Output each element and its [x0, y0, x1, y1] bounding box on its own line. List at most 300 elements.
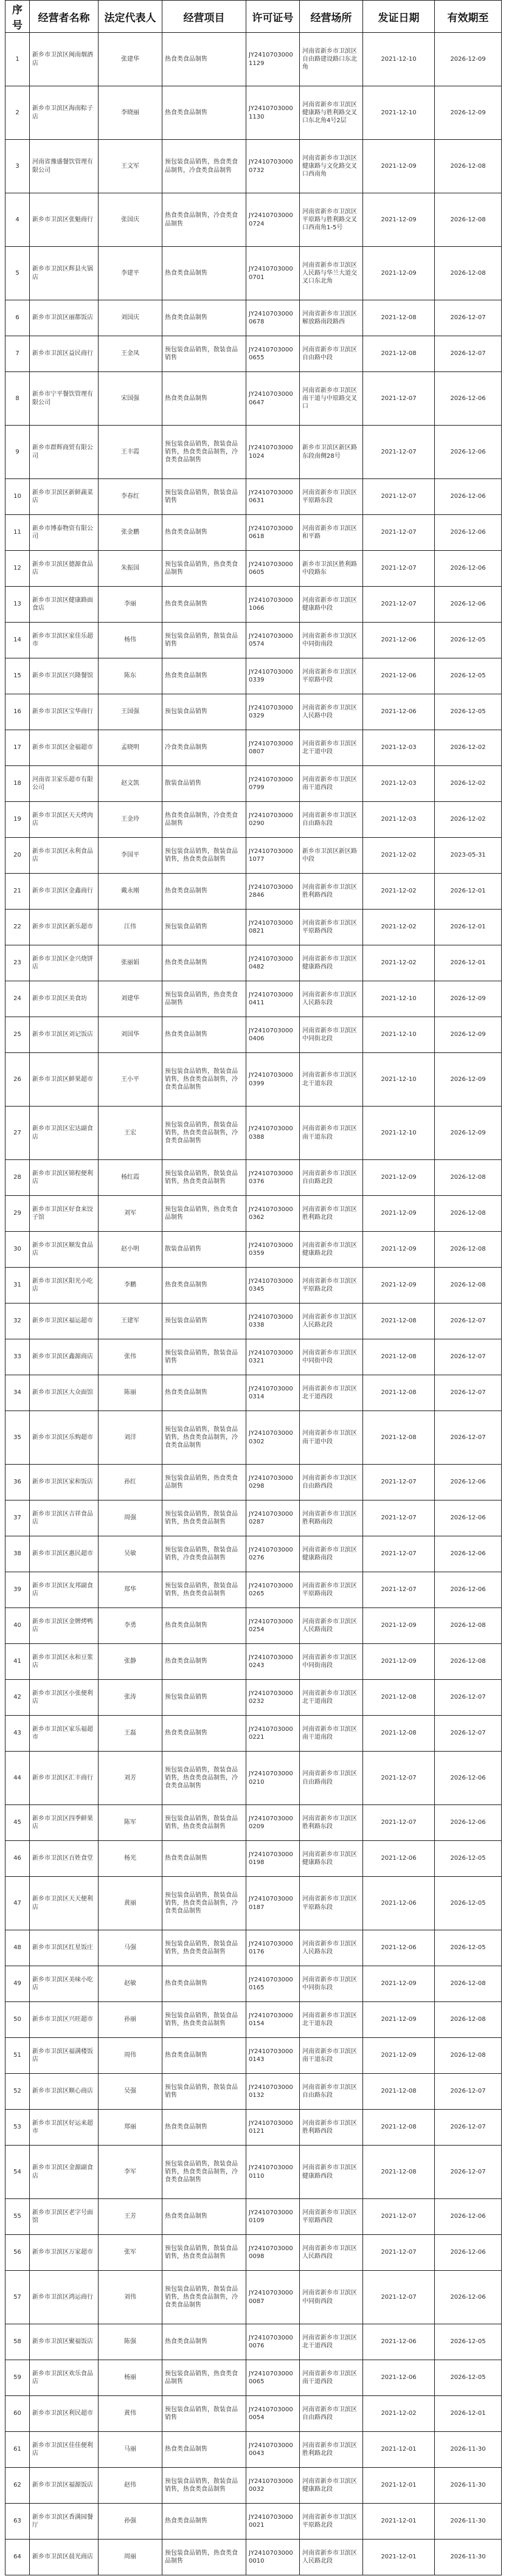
- table-row: [5, 1465, 502, 1500]
- row-legal-rep: 黄丽: [99, 1877, 162, 1930]
- row-serial: 41: [5, 1644, 30, 1680]
- row-legal-rep: 李建平: [99, 247, 162, 300]
- row-expiry-date: 2026-12-02: [435, 730, 502, 766]
- row-expiry-date: 2026-11-30: [435, 2504, 502, 2540]
- row-expiry-date: 2026-12-08: [435, 1268, 502, 1304]
- row-premises: 河南省新乡市卫滨区中同街南段: [300, 1644, 363, 1680]
- row-expiry-date: 2026-12-01: [435, 2396, 502, 2432]
- row-expiry-date: 2026-12-08: [435, 2038, 502, 2074]
- row-operator-name: 新乡市卫滨区张魁商行: [30, 193, 99, 247]
- row-legal-rep: 周伟: [99, 2038, 162, 2074]
- row-license-no: JY24107030000376: [246, 1160, 300, 1196]
- row-issue-date: 2021-12-08: [363, 336, 435, 372]
- row-issue-date: 2021-12-08: [363, 1716, 435, 1752]
- row-premises: 河南省新乡市卫滨区胜利路北段: [300, 1196, 363, 1232]
- row-legal-rep: 黄伟: [99, 2396, 162, 2432]
- row-issue-date: 2021-12-07: [363, 1536, 435, 1572]
- table-row: [5, 1572, 502, 1608]
- table-row: [5, 1017, 502, 1053]
- table-row: [5, 1966, 502, 2002]
- row-business-scope: 预包装食品销售，散装食品销售，热食类食品制售，冷食类食品制售: [162, 1411, 246, 1465]
- row-license-no: JY24107030000807: [246, 730, 300, 766]
- row-business-scope: 预包装食品销售，散装食品销售，热食类食品制售，冷食类食品制售: [162, 1107, 246, 1160]
- row-issue-date: 2021-12-07: [363, 372, 435, 426]
- row-premises: 河南省新乡市卫滨区平原路西段: [300, 910, 363, 945]
- row-license-no: JY24107030001066: [246, 587, 300, 623]
- row-legal-rep: 郑华: [99, 1572, 162, 1608]
- row-premises: 河南省新乡市卫滨区健康路北段: [300, 1232, 363, 1268]
- row-legal-rep: 张金鹏: [99, 515, 162, 551]
- row-legal-rep: 王国强: [99, 694, 162, 730]
- row-premises: 河南省新乡市卫滨区自由路西段: [300, 1465, 363, 1500]
- row-expiry-date: 2026-12-07: [435, 1339, 502, 1375]
- row-premises: 河南省新乡市卫滨区北干道西段: [300, 1375, 363, 1411]
- table-row: [5, 2235, 502, 2271]
- row-issue-date: 2021-12-09: [363, 1160, 435, 1196]
- row-business-scope: 热食类食品制售: [162, 2432, 246, 2468]
- row-expiry-date: 2026-12-07: [435, 2074, 502, 2110]
- row-serial: 18: [5, 766, 30, 802]
- row-legal-rep: 陈东: [99, 658, 162, 694]
- row-premises: 河南省新乡市卫滨区自由路建设路口东北角: [300, 33, 363, 86]
- row-license-no: JY24107030000724: [246, 193, 300, 247]
- row-serial: 30: [5, 1232, 30, 1268]
- row-premises: 河南省新乡市卫滨区健康路南段: [300, 1536, 363, 1572]
- row-serial: 39: [5, 1572, 30, 1608]
- row-serial: 24: [5, 981, 30, 1017]
- table-row: [5, 1536, 502, 1572]
- row-premises: 河南省新乡市卫滨区中同街北段: [300, 1017, 363, 1053]
- row-expiry-date: 2026-12-07: [435, 2110, 502, 2146]
- row-operator-name: 新乡市卫滨区德源食品店: [30, 551, 99, 587]
- row-legal-rep: 宋国强: [99, 372, 162, 426]
- table-row: [5, 1339, 502, 1375]
- row-license-no: JY24107030000605: [246, 551, 300, 587]
- row-serial: 56: [5, 2235, 30, 2271]
- row-legal-rep: 张丽娟: [99, 945, 162, 981]
- row-operator-name: 新乡市卫滨区新乐超市: [30, 910, 99, 945]
- row-license-no: JY24107030000359: [246, 1232, 300, 1268]
- row-business-scope: 预包装食品销售，散装食品销售，热食类食品制售: [162, 2002, 246, 2038]
- row-legal-rep: 杨伟: [99, 623, 162, 658]
- row-expiry-date: 2026-12-05: [435, 658, 502, 694]
- table-row: [5, 551, 502, 587]
- row-serial: 22: [5, 910, 30, 945]
- header-expiry-date: 有效期至: [435, 1, 502, 33]
- table-row: [5, 1375, 502, 1411]
- row-issue-date: 2021-12-07: [363, 1465, 435, 1500]
- table-row: [5, 1877, 502, 1930]
- row-issue-date: 2021-12-07: [363, 426, 435, 479]
- row-business-scope: 热食类食品制售: [162, 247, 246, 300]
- table-row: [5, 1160, 502, 1196]
- row-operator-name: 新乡市卫滨区刘记饭店: [30, 1017, 99, 1053]
- row-issue-date: 2021-12-08: [363, 2146, 435, 2199]
- row-issue-date: 2021-12-10: [363, 1017, 435, 1053]
- row-expiry-date: 2026-11-30: [435, 2540, 502, 2575]
- row-issue-date: 2021-12-06: [363, 694, 435, 730]
- row-operator-name: 新乡市卫滨区美食坊: [30, 981, 99, 1017]
- row-operator-name: 新乡市卫滨区佳佳便利店: [30, 2432, 99, 2468]
- row-issue-date: 2021-12-08: [363, 300, 435, 336]
- row-business-scope: 预包装食品销售，热食类食品制售: [162, 1465, 246, 1500]
- row-legal-rep: 朱振国: [99, 551, 162, 587]
- row-premises: 河南省新乡市卫滨区南干道西段: [300, 766, 363, 802]
- row-legal-rep: 张国庆: [99, 193, 162, 247]
- row-license-no: JY24107030000321: [246, 1339, 300, 1375]
- row-premises: 河南省新乡市卫滨区人民路东段: [300, 1930, 363, 1966]
- row-premises: 河南省新乡市卫滨区南干道南段: [300, 1716, 363, 1752]
- row-operator-name: 新乡市卫滨区兴隆餐馆: [30, 658, 99, 694]
- row-serial: 64: [5, 2540, 30, 2575]
- table-row: [5, 372, 502, 426]
- row-legal-rep: 孙强: [99, 2504, 162, 2540]
- row-issue-date: 2021-12-10: [363, 981, 435, 1017]
- table-row: [5, 2360, 502, 2396]
- table-row: [5, 658, 502, 694]
- row-serial: 6: [5, 300, 30, 336]
- table-row: [5, 1053, 502, 1107]
- row-operator-name: 新乡市卫滨区欢乐食品店: [30, 2360, 99, 2396]
- row-expiry-date: 2026-12-06: [435, 587, 502, 623]
- row-expiry-date: 2026-12-06: [435, 515, 502, 551]
- row-issue-date: 2021-12-09: [363, 1644, 435, 1680]
- row-legal-rep: 马丽: [99, 2432, 162, 2468]
- row-business-scope: 预包装食品销售，散装食品销售，热食类食品制售: [162, 1160, 246, 1196]
- row-premises: 河南省新乡市卫滨区南干道西段: [300, 2360, 363, 2396]
- row-legal-rep: 吴强: [99, 2074, 162, 2110]
- row-operator-name: 新乡市卫滨区宝华商行: [30, 694, 99, 730]
- row-business-scope: 热食类食品制售，冷食类食品制售: [162, 802, 246, 838]
- row-business-scope: 预包装食品销售，散装食品销售，热食类食品制售: [162, 2235, 246, 2271]
- row-operator-name: 新乡市卫滨区天天烤肉店: [30, 802, 99, 838]
- row-operator-name: 新乡市群辉商贸有限公司: [30, 426, 99, 479]
- row-serial: 51: [5, 2038, 30, 2074]
- row-expiry-date: 2026-11-30: [435, 2432, 502, 2468]
- row-business-scope: 预包装食品销售，热食类食品制售: [162, 1196, 246, 1232]
- row-premises: 河南省新乡市卫滨区北干道南段: [300, 1680, 363, 1716]
- row-business-scope: 预包装食品销售: [162, 910, 246, 945]
- row-operator-name: 新乡市卫滨区百姓食堂: [30, 1841, 99, 1877]
- row-legal-rep: 李勇: [99, 1608, 162, 1644]
- row-expiry-date: 2026-12-07: [435, 1680, 502, 1716]
- row-operator-name: 新乡市卫滨区辉县火锅店: [30, 247, 99, 300]
- row-expiry-date: 2026-12-08: [435, 1644, 502, 1680]
- row-issue-date: 2021-12-07: [363, 1805, 435, 1841]
- row-business-scope: 预包装食品销售，散装食品销售，热食类食品制售: [162, 1930, 246, 1966]
- row-expiry-date: 2026-12-09: [435, 1107, 502, 1160]
- row-issue-date: 2021-12-08: [363, 1339, 435, 1375]
- row-serial: 3: [5, 140, 30, 193]
- row-license-no: JY24107030000329: [246, 694, 300, 730]
- row-serial: 26: [5, 1053, 30, 1107]
- row-legal-rep: 李丽: [99, 587, 162, 623]
- table-row: [5, 1716, 502, 1752]
- row-operator-name: 新乡市卫滨区鲜果超市: [30, 1053, 99, 1107]
- row-issue-date: 2021-12-06: [363, 1877, 435, 1930]
- row-issue-date: 2021-12-09: [363, 140, 435, 193]
- row-serial: 55: [5, 2199, 30, 2235]
- row-premises: 河南省新乡市卫滨区健康路北段: [300, 2468, 363, 2504]
- row-license-no: JY24107030000338: [246, 1304, 300, 1339]
- row-business-scope: 热食类食品制售: [162, 1268, 246, 1304]
- row-business-scope: 预包装食品销售，散装食品销售: [162, 623, 246, 658]
- row-expiry-date: 2026-12-02: [435, 766, 502, 802]
- row-premises: 河南省新乡市卫滨区平原路东段: [300, 1877, 363, 1930]
- row-issue-date: 2021-12-07: [363, 515, 435, 551]
- row-business-scope: 预包装食品销售，散装食品销售: [162, 1339, 246, 1375]
- row-serial: 38: [5, 1536, 30, 1572]
- row-serial: 25: [5, 1017, 30, 1053]
- row-license-no: JY24107030000210: [246, 1752, 300, 1805]
- row-license-no: JY24107030000187: [246, 1877, 300, 1930]
- row-business-scope: 热食类食品制售: [162, 1608, 246, 1644]
- row-expiry-date: 2026-12-08: [435, 1196, 502, 1232]
- row-legal-rep: 孟晓明: [99, 730, 162, 766]
- row-issue-date: 2021-12-08: [363, 1411, 435, 1465]
- row-business-scope: 热食类食品制售: [162, 658, 246, 694]
- row-license-no: JY24107030000154: [246, 2002, 300, 2038]
- row-expiry-date: 2026-12-05: [435, 1841, 502, 1877]
- row-premises: 河南省新乡市卫滨区北干道中段: [300, 730, 363, 766]
- row-serial: 16: [5, 694, 30, 730]
- row-business-scope: 冷食类食品制售: [162, 730, 246, 766]
- row-premises: 河南省新乡市卫滨区和平路: [300, 515, 363, 551]
- row-business-scope: 热食类食品制售: [162, 372, 246, 426]
- row-premises: 河南省新乡市卫滨区胜利路北段: [300, 2432, 363, 2468]
- table-row: [5, 426, 502, 479]
- row-operator-name: 新乡市宁平餐饮管理有限公司: [30, 372, 99, 426]
- row-operator-name: 新乡市卫滨区鸿运商行: [30, 2271, 99, 2324]
- table-row: [5, 86, 502, 140]
- header-row: [5, 1, 502, 33]
- table-row: [5, 2271, 502, 2324]
- table-row: [5, 2504, 502, 2540]
- row-issue-date: 2021-12-01: [363, 2540, 435, 2575]
- row-legal-rep: 赵伟: [99, 2468, 162, 2504]
- row-serial: 7: [5, 336, 30, 372]
- row-business-scope: 散装食品销售: [162, 766, 246, 802]
- row-business-scope: 散装食品销售: [162, 1232, 246, 1268]
- row-operator-name: 新乡市卫滨区美味小吃店: [30, 1966, 99, 2002]
- row-issue-date: 2021-12-03: [363, 802, 435, 838]
- row-operator-name: 新乡市卫滨区红星饭庄: [30, 1930, 99, 1966]
- row-legal-rep: 李国平: [99, 838, 162, 874]
- row-expiry-date: 2026-12-08: [435, 140, 502, 193]
- row-business-scope: 预包装食品销售，散装食品销售，热食类食品制售: [162, 2468, 246, 2504]
- row-operator-name: 新乡市卫滨区顺发食品店: [30, 1232, 99, 1268]
- row-premises: 河南省新乡市卫滨区人民路东段: [300, 981, 363, 1017]
- row-operator-name: 新乡市卫滨区好食来饺子馆: [30, 1196, 99, 1232]
- row-business-scope: 热食类食品制售: [162, 2324, 246, 2360]
- row-business-scope: 热食类食品制售: [162, 515, 246, 551]
- row-serial: 37: [5, 1500, 30, 1536]
- row-operator-name: 新乡市卫滨区金兴烧饼店: [30, 945, 99, 981]
- row-premises: 河南省新乡市卫滨区人民路西段: [300, 2235, 363, 2271]
- row-expiry-date: 2026-12-01: [435, 874, 502, 910]
- row-license-no: JY24107030000290: [246, 802, 300, 838]
- row-operator-name: 新乡市卫滨区天天便利店: [30, 1877, 99, 1930]
- row-premises: 河南省新乡市卫滨区北干道东段: [300, 1053, 363, 1107]
- row-expiry-date: 2026-12-08: [435, 1232, 502, 1268]
- table-row: [5, 802, 502, 838]
- row-issue-date: 2021-12-02: [363, 910, 435, 945]
- row-issue-date: 2021-12-07: [363, 1500, 435, 1536]
- row-issue-date: 2021-12-09: [363, 1196, 435, 1232]
- row-expiry-date: 2026-12-05: [435, 623, 502, 658]
- row-legal-rep: 杨红霞: [99, 1160, 162, 1196]
- row-legal-rep: 王金玲: [99, 802, 162, 838]
- row-serial: 61: [5, 2432, 30, 2468]
- row-business-scope: 预包装食品销售，散装食品销售: [162, 2396, 246, 2432]
- row-operator-name: 河南省豫盛餐饮管理有限公司: [30, 140, 99, 193]
- row-legal-rep: 郑丽: [99, 2110, 162, 2146]
- row-business-scope: 热食类食品制售: [162, 86, 246, 140]
- header-serial: 序号: [5, 1, 30, 33]
- row-business-scope: 预包装食品销售，热食类食品制售: [162, 981, 246, 1017]
- row-serial: 59: [5, 2360, 30, 2396]
- row-issue-date: 2021-12-07: [363, 2271, 435, 2324]
- row-issue-date: 2021-12-10: [363, 1107, 435, 1160]
- header-legal-rep: 法定代表人: [99, 1, 162, 33]
- row-serial: 5: [5, 247, 30, 300]
- row-license-no: JY24107030000399: [246, 1053, 300, 1107]
- row-business-scope: 预包装食品销售，散装食品销售: [162, 479, 246, 515]
- row-license-no: JY24107030000574: [246, 623, 300, 658]
- row-operator-name: 新乡市卫滨区福运超市: [30, 1304, 99, 1339]
- row-business-scope: 热食类食品制售: [162, 1644, 246, 1680]
- row-operator-name: 新乡市博泰物资有限公司: [30, 515, 99, 551]
- row-legal-rep: 马强: [99, 1930, 162, 1966]
- row-serial: 4: [5, 193, 30, 247]
- row-expiry-date: 2026-12-06: [435, 426, 502, 479]
- row-serial: 27: [5, 1107, 30, 1160]
- row-operator-name: 新乡市卫滨区金源副食店: [30, 2146, 99, 2199]
- row-issue-date: 2021-12-10: [363, 33, 435, 86]
- row-premises: 河南省新乡市卫滨区南干道东段: [300, 1107, 363, 1160]
- row-operator-name: 新乡市卫滨区万家超市: [30, 2235, 99, 2271]
- row-license-no: JY24107030000732: [246, 140, 300, 193]
- table-row: [5, 2468, 502, 2504]
- row-operator-name: 新乡市卫滨区乐购超市: [30, 1411, 99, 1465]
- row-license-no: JY24107030000198: [246, 1841, 300, 1877]
- row-serial: 52: [5, 2074, 30, 2110]
- row-premises: 河南省新乡市卫滨区健康路与文化路交叉口西南角: [300, 140, 363, 193]
- row-legal-rep: 戴永刚: [99, 874, 162, 910]
- row-premises: 河南省新乡市卫滨区平原路北段: [300, 1268, 363, 1304]
- table-row: [5, 623, 502, 658]
- row-legal-rep: 赵文凯: [99, 766, 162, 802]
- row-premises: 河南省新乡市卫滨区人民路北段: [300, 2540, 363, 2575]
- row-legal-rep: 王文军: [99, 140, 162, 193]
- row-serial: 32: [5, 1304, 30, 1339]
- table-row: [5, 874, 502, 910]
- row-business-scope: 预包装食品销售，散装食品销售: [162, 2074, 246, 2110]
- row-legal-rep: 李春红: [99, 479, 162, 515]
- table-row: [5, 1644, 502, 1680]
- row-operator-name: 新乡市卫滨区香满园餐厅: [30, 2504, 99, 2540]
- row-serial: 58: [5, 2324, 30, 2360]
- row-premises: 河南省新乡市卫滨区人民路北段: [300, 1304, 363, 1339]
- row-issue-date: 2021-12-09: [363, 1268, 435, 1304]
- row-premises: 新乡市卫滨区胜利路中段路东: [300, 551, 363, 587]
- row-business-scope: 热食类食品制售: [162, 1966, 246, 2002]
- row-license-no: JY24107030000076: [246, 2324, 300, 2360]
- row-expiry-date: 2026-12-05: [435, 694, 502, 730]
- row-serial: 21: [5, 874, 30, 910]
- row-expiry-date: 2026-11-30: [435, 2468, 502, 2504]
- row-issue-date: 2021-12-07: [363, 2199, 435, 2235]
- row-legal-rep: 王建军: [99, 1304, 162, 1339]
- row-business-scope: 预包装食品销售，散装食品销售，热食类食品制售，冷食类食品制售: [162, 2271, 246, 2324]
- row-license-no: JY24107030000021: [246, 2504, 300, 2540]
- row-premises: 河南省新乡市卫滨区自由路北段: [300, 1160, 363, 1196]
- row-serial: 10: [5, 479, 30, 515]
- row-business-scope: 热食类食品制售: [162, 300, 246, 336]
- row-issue-date: 2021-12-02: [363, 2396, 435, 2432]
- row-serial: 13: [5, 587, 30, 623]
- row-license-no: JY24107030000176: [246, 1930, 300, 1966]
- row-operator-name: 新乡市卫滨区惠民超市: [30, 1536, 99, 1572]
- row-issue-date: 2021-12-08: [363, 1304, 435, 1339]
- row-license-no: JY24107030000298: [246, 1465, 300, 1500]
- row-expiry-date: 2026-12-07: [435, 1375, 502, 1411]
- row-legal-rep: 孙红: [99, 1465, 162, 1500]
- row-business-scope: 预包装食品销售，散装食品销售，冷食类食品制售: [162, 1536, 246, 1572]
- row-legal-rep: 王芳: [99, 2199, 162, 2235]
- row-legal-rep: 王宏: [99, 1107, 162, 1160]
- row-issue-date: 2021-12-08: [363, 2110, 435, 2146]
- row-serial: 40: [5, 1608, 30, 1644]
- row-expiry-date: 2026-12-09: [435, 1053, 502, 1107]
- table-row: [5, 1608, 502, 1644]
- row-business-scope: 预包装食品销售，散装食品销售，热食类食品制售，冷食类食品制售: [162, 426, 246, 479]
- row-issue-date: 2021-12-03: [363, 730, 435, 766]
- row-license-no: JY24107030000032: [246, 2468, 300, 2504]
- row-license-no: JY24107030000143: [246, 2038, 300, 2074]
- row-operator-name: 新乡市卫滨区永利食品店: [30, 838, 99, 874]
- row-license-no: JY24107030000362: [246, 1196, 300, 1232]
- row-serial: 29: [5, 1196, 30, 1232]
- row-issue-date: 2021-12-09: [363, 2002, 435, 2038]
- table-row: [5, 2199, 502, 2235]
- row-legal-rep: 陈军: [99, 1805, 162, 1841]
- row-premises: 河南省新乡市卫滨区南干道东段: [300, 2038, 363, 2074]
- row-premises: 河南省新乡市卫滨区健康路西段: [300, 2146, 363, 2199]
- table-row: [5, 2002, 502, 2038]
- row-premises: 河南省新乡市卫滨区平原路东段: [300, 479, 363, 515]
- row-license-no: JY24107030000043: [246, 2432, 300, 2468]
- row-legal-rep: 刘国华: [99, 1017, 162, 1053]
- row-license-no: JY24107030000054: [246, 2396, 300, 2432]
- row-expiry-date: 2026-12-09: [435, 1017, 502, 1053]
- table-row: [5, 33, 502, 86]
- row-issue-date: 2021-12-08: [363, 1375, 435, 1411]
- table-row: [5, 300, 502, 336]
- row-operator-name: 新乡市卫滨区益民商行: [30, 336, 99, 372]
- row-business-scope: 热食类食品制售: [162, 874, 246, 910]
- row-issue-date: 2021-12-02: [363, 945, 435, 981]
- table-row: [5, 140, 502, 193]
- table-row: [5, 981, 502, 1017]
- table-row: [5, 945, 502, 981]
- row-business-scope: 热食类食品制售: [162, 1716, 246, 1752]
- row-serial: 43: [5, 1716, 30, 1752]
- row-business-scope: 热食类食品制售: [162, 2504, 246, 2540]
- row-license-no: JY24107030000265: [246, 1572, 300, 1608]
- row-business-scope: 预包装食品销售，热食类食品制售: [162, 551, 246, 587]
- row-premises: 河南省新乡市卫滨区自由路中段: [300, 336, 363, 372]
